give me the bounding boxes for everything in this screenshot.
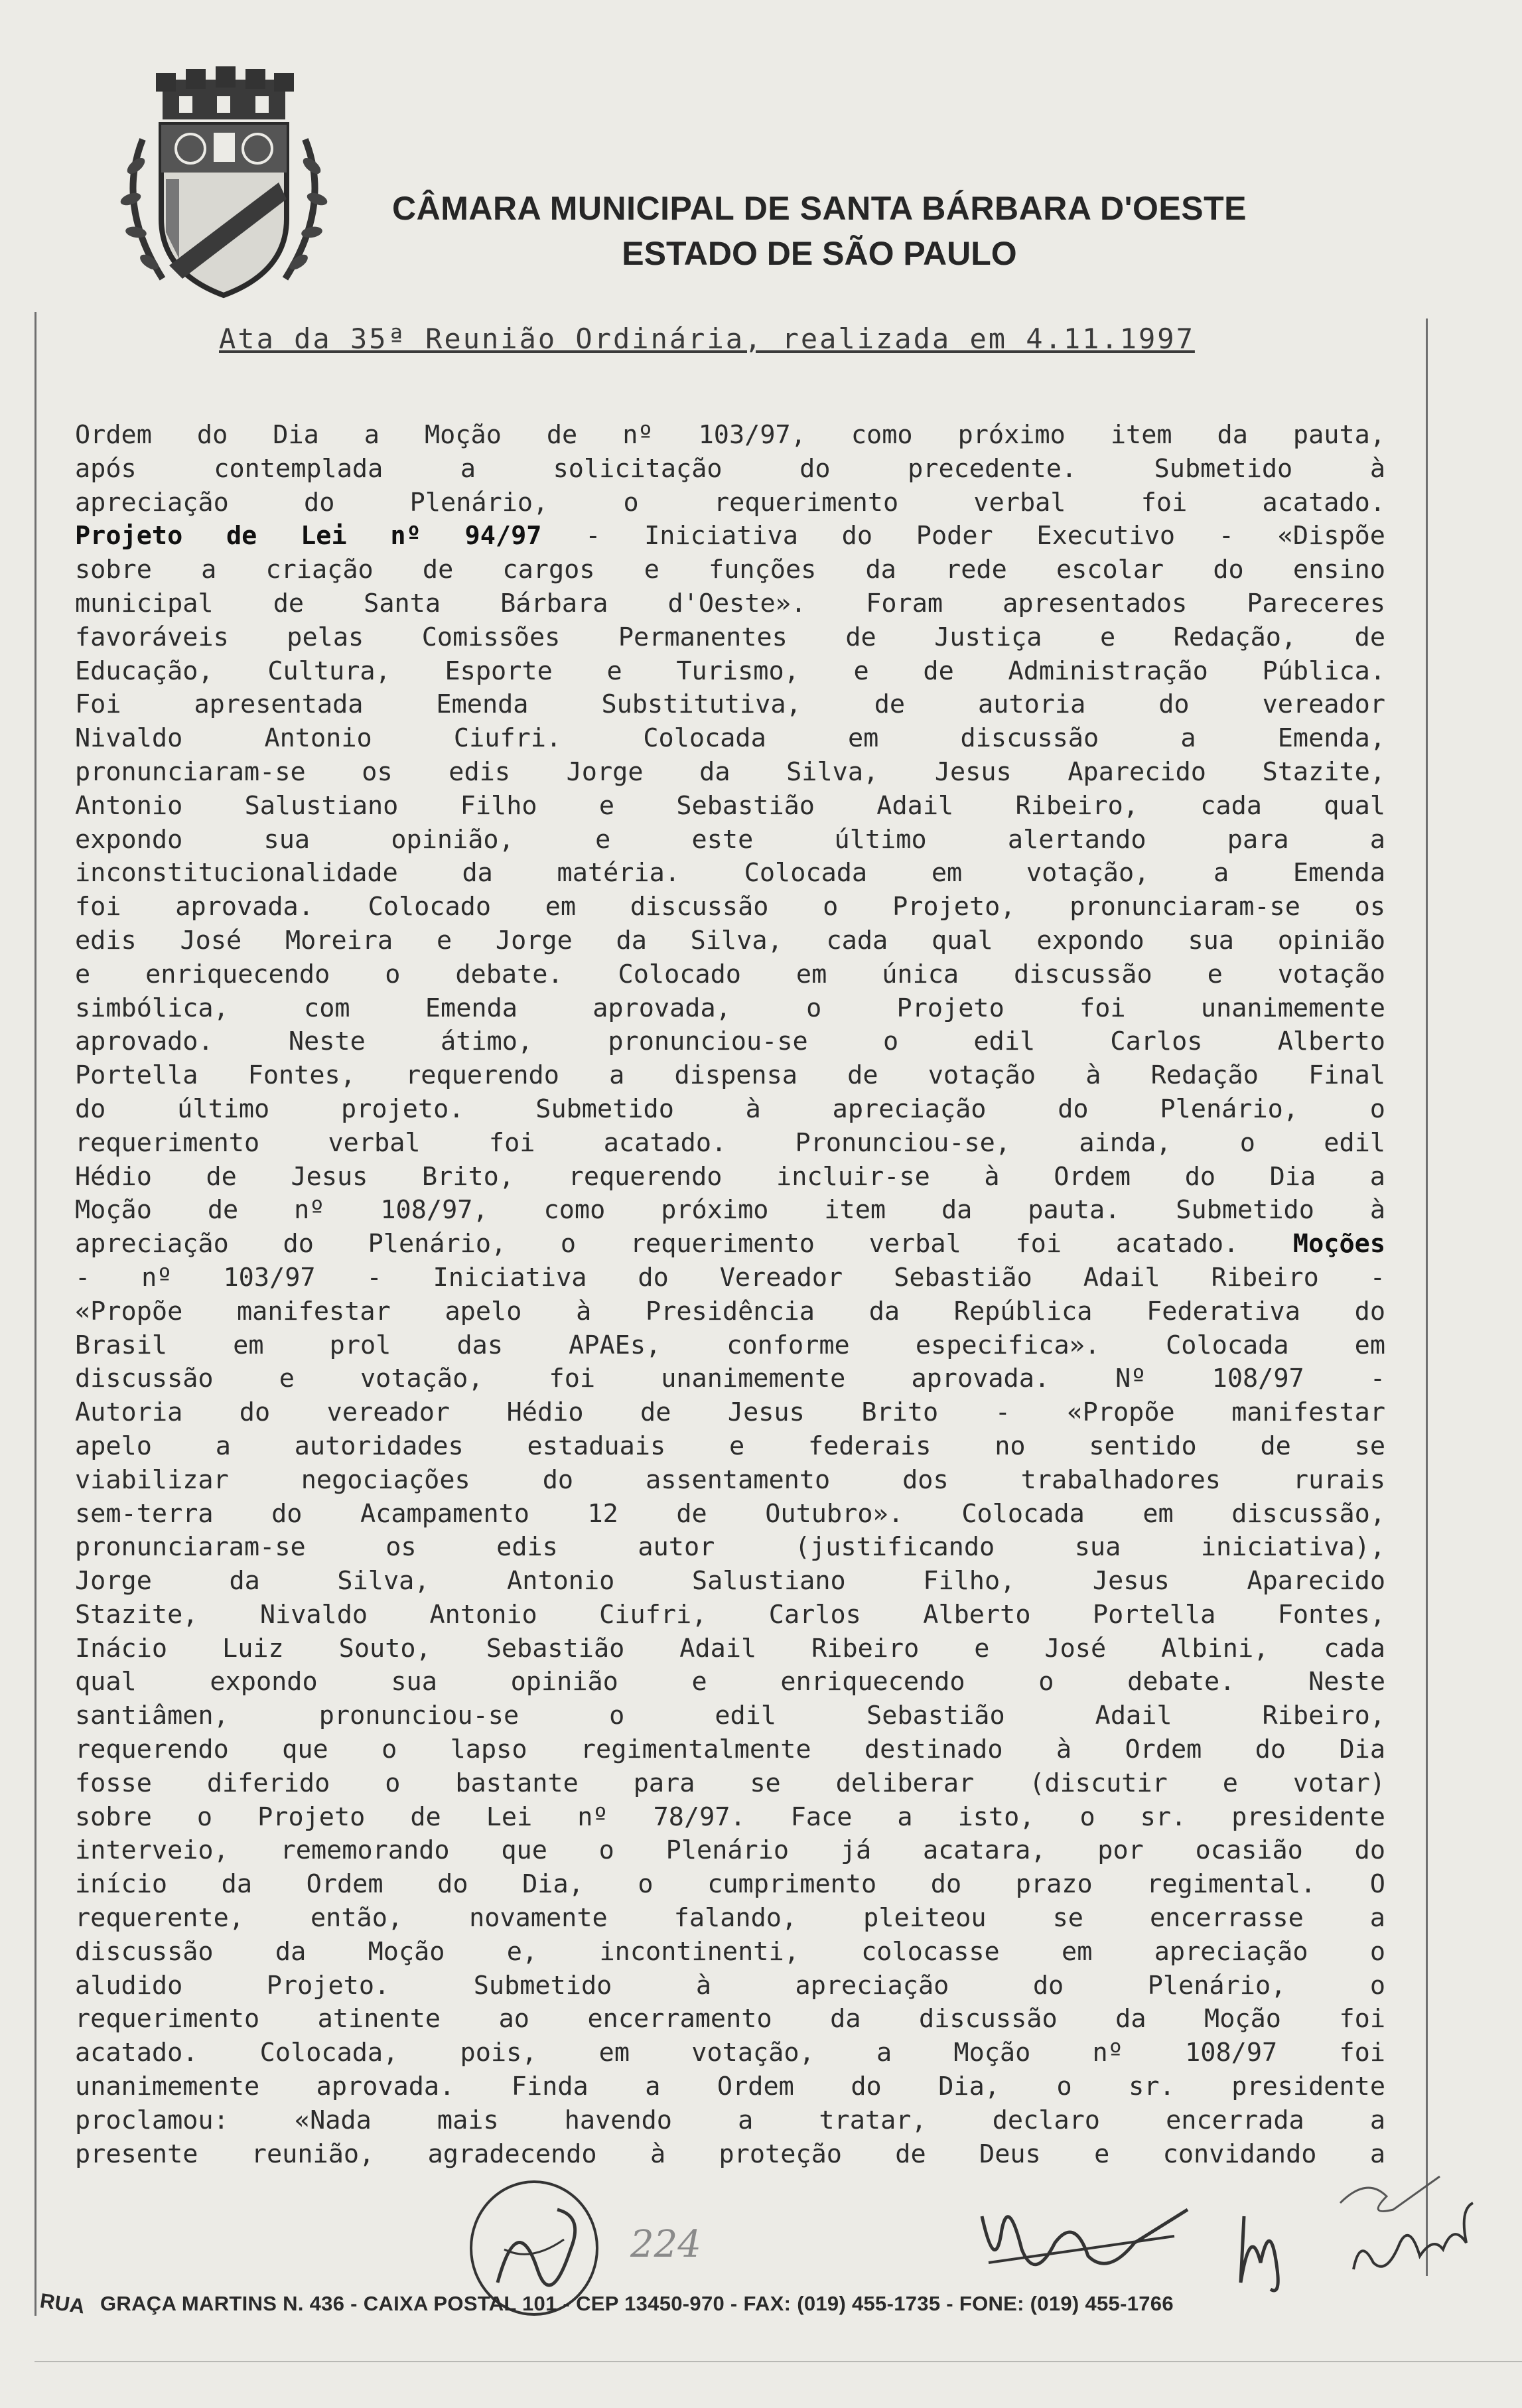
text-line: Ordem do Dia a Moção de nº 103/97, como próximo item da pauta, (75, 420, 1385, 450)
text-line: aludido Projeto. Submetido à apreciação do Plenário, o (75, 1970, 1385, 2001)
text-line: interveio, rememorando que o Plenário já acatara, por ocasião do (75, 1835, 1385, 1866)
text-line: acatado. Colocada, pois, em votação, a Moção nº 108/97 foi (75, 2038, 1385, 2068)
text-line: após contemplada a solicitação do precedente. Submetido à (75, 453, 1385, 484)
text-line: do último projeto. Submetido à apreciação do Plenário, o (75, 1094, 1385, 1124)
coat-of-arms-icon (116, 66, 332, 305)
letterhead (372, 187, 1267, 275)
text-line: viabilizar negociações do assentamento dos trabalhadores rurais (75, 1464, 1385, 1495)
page-border-bottom (35, 2361, 1522, 2362)
text-line: sobre o Projeto de Lei nº 78/97. Face a isto, o sr. presidente (75, 1802, 1385, 1832)
text-line: fosse diferido o bastante para se deliberar (discutir e votar) (75, 1768, 1385, 1798)
text-line: aprovado. Neste átimo, pronunciou-se o edil Carlos Alberto (75, 1027, 1385, 1057)
text-line: simbólica, com Emenda aprovada, o Projeto foi unanimemente (75, 993, 1385, 1023)
signature-right-icon (1327, 2163, 1480, 2289)
text-line: favoráveis pelas Comissões Permanentes de Justiça e Redação, de (75, 622, 1385, 652)
text-line: requerimento verbal foi acatado. Pronunciou-se, ainda, o edil (75, 1127, 1385, 1158)
signature-dias-icon (975, 2190, 1194, 2289)
text-line: Portella Fontes, requerendo a dispensa de votação à Redação Final (75, 1060, 1385, 1091)
text-line: início da Ordem do Dia, o cumprimento do prazo regimental. O (75, 1869, 1385, 1900)
institution-name: CÂMARA MUNICIPAL DE SANTA BÁRBARA D'OESTE (392, 190, 1247, 227)
minutes-body (75, 419, 1385, 2171)
text-line: inconstitucionalidade da matéria. Colocada em votação, a Emenda (75, 858, 1385, 888)
text-line: Projeto de Lei nº 94/97 - Iniciativa do Poder Executivo - «Dispõe (75, 521, 1385, 551)
text-line: edis José Moreira e Jorge da Silva, cada qual expondo sua opinião (75, 925, 1385, 956)
bold-heading: Projeto de Lei nº 94/97 (75, 521, 542, 551)
text-line: presente reunião, agradecendo à proteção de Deus e convidando a (75, 2139, 1385, 2169)
text-line: sobre a criação de cargos e funções da rede escolar do ensino (75, 555, 1385, 585)
text-line: Hédio de Jesus Brito, requerendo incluir-se à Ordem do Dia a (75, 1161, 1385, 1192)
text-line: requerente, então, novamente falando, pleiteou se encerrasse a (75, 1903, 1385, 1934)
text-line: Moção de nº 108/97, como próximo item da pauta. Submetido à (75, 1195, 1385, 1226)
text-line: requerendo que o lapso regimentalmente destinado à Ordem do Dia (75, 1735, 1385, 1765)
text-line: pronunciaram-se os edis autor (justificando sua iniciativa), (75, 1532, 1385, 1563)
text-line: discussão e votação, foi unanimemente aprovada. Nº 108/97 - (75, 1364, 1385, 1394)
state-name: ESTADO DE SÃO PAULO (622, 235, 1017, 272)
text-line: Stazite, Nivaldo Antonio Ciufri, Carlos Alberto Portella Fontes, (75, 1599, 1385, 1630)
text-line: Educação, Cultura, Esporte e Turismo, e de Administração Pública. (75, 656, 1385, 686)
text-line: qual expondo sua opinião e enriquecendo o debate. Neste (75, 1667, 1385, 1697)
text-line: santiâmen, pronunciou-se o edil Sebastião Adail Ribeiro, (75, 1701, 1385, 1731)
footer-rua: RUA (38, 2289, 87, 2318)
text-line: proclamou: «Nada mais havendo a tratar, declaro encerrada a (75, 2105, 1385, 2135)
text-line: expondo sua opinião, e este último alertando para a (75, 824, 1385, 855)
text-line: e enriquecendo o debate. Colocado em única discussão e votação (75, 959, 1385, 989)
text-line: Foi apresentada Emenda Substitutiva, de autoria do vereador (75, 689, 1385, 720)
handwritten-page-number: 224 (630, 2223, 701, 2266)
signature-initial-icon (1231, 2203, 1297, 2296)
bold-heading: Moções (1292, 1229, 1385, 1259)
footer-contact: GRAÇA MARTINS N. 436 - CAIXA POSTAL 101 - CEP 13450-970 - FAX: (019) 455-1735 - FONE: (019) 455-1766 (100, 2292, 1174, 2315)
minutes-title: Ata da 35ª Reunião Ordinária, realizada em 4.11.1997 (219, 322, 1195, 355)
text-line: discussão da Moção e, incontinenti, colocasse em apreciação o (75, 1936, 1385, 1967)
text-line: apelo a autoridades estaduais e federais no sentido de se (75, 1431, 1385, 1461)
text-line: Brasil em prol das APAEs, conforme especifica». Colocada em (75, 1330, 1385, 1360)
text-line: Jorge da Silva, Antonio Salustiano Filho, Jesus Aparecido (75, 1566, 1385, 1596)
text-line: Nivaldo Antonio Ciufri. Colocada em discussão a Emenda, (75, 723, 1385, 754)
text-line: - nº 103/97 - Iniciativa do Vereador Sebastião Adail Ribeiro - (75, 1262, 1385, 1293)
text-line: «Propõe manifestar apelo à Presidência da República Federativa do (75, 1296, 1385, 1326)
text-line: apreciação do Plenário, o requerimento verbal foi acatado. Moções (75, 1229, 1385, 1259)
text-line: Antonio Salustiano Filho e Sebastião Adail Ribeiro, cada qual (75, 790, 1385, 821)
text-line: Autoria do vereador Hédio de Jesus Brito - «Propõe manifestar (75, 1397, 1385, 1428)
page-border-right (1426, 319, 1428, 2276)
text-line: unanimemente aprovada. Finda a Ordem do Dia, o sr. presidente (75, 2072, 1385, 2102)
page-border-left (35, 312, 36, 2316)
text-line: sem-terra do Acampamento 12 de Outubro». Colocada em discussão, (75, 1498, 1385, 1529)
text-line: foi aprovada. Colocado em discussão o Projeto, pronunciaram-se os (75, 892, 1385, 922)
text-line: pronunciaram-se os edis Jorge da Silva, Jesus Aparecido Stazite, (75, 756, 1385, 787)
text-line: Inácio Luiz Souto, Sebastião Adail Ribeiro e José Albini, cada (75, 1633, 1385, 1664)
footer-address (38, 2289, 1466, 2318)
text-line: apreciação do Plenário, o requerimento verbal foi acatado. (75, 487, 1385, 518)
text-line: municipal de Santa Bárbara d'Oeste». Foram apresentados Pareceres (75, 588, 1385, 618)
text-line: requerimento atinente ao encerramento da discussão da Moção foi (75, 2004, 1385, 2034)
